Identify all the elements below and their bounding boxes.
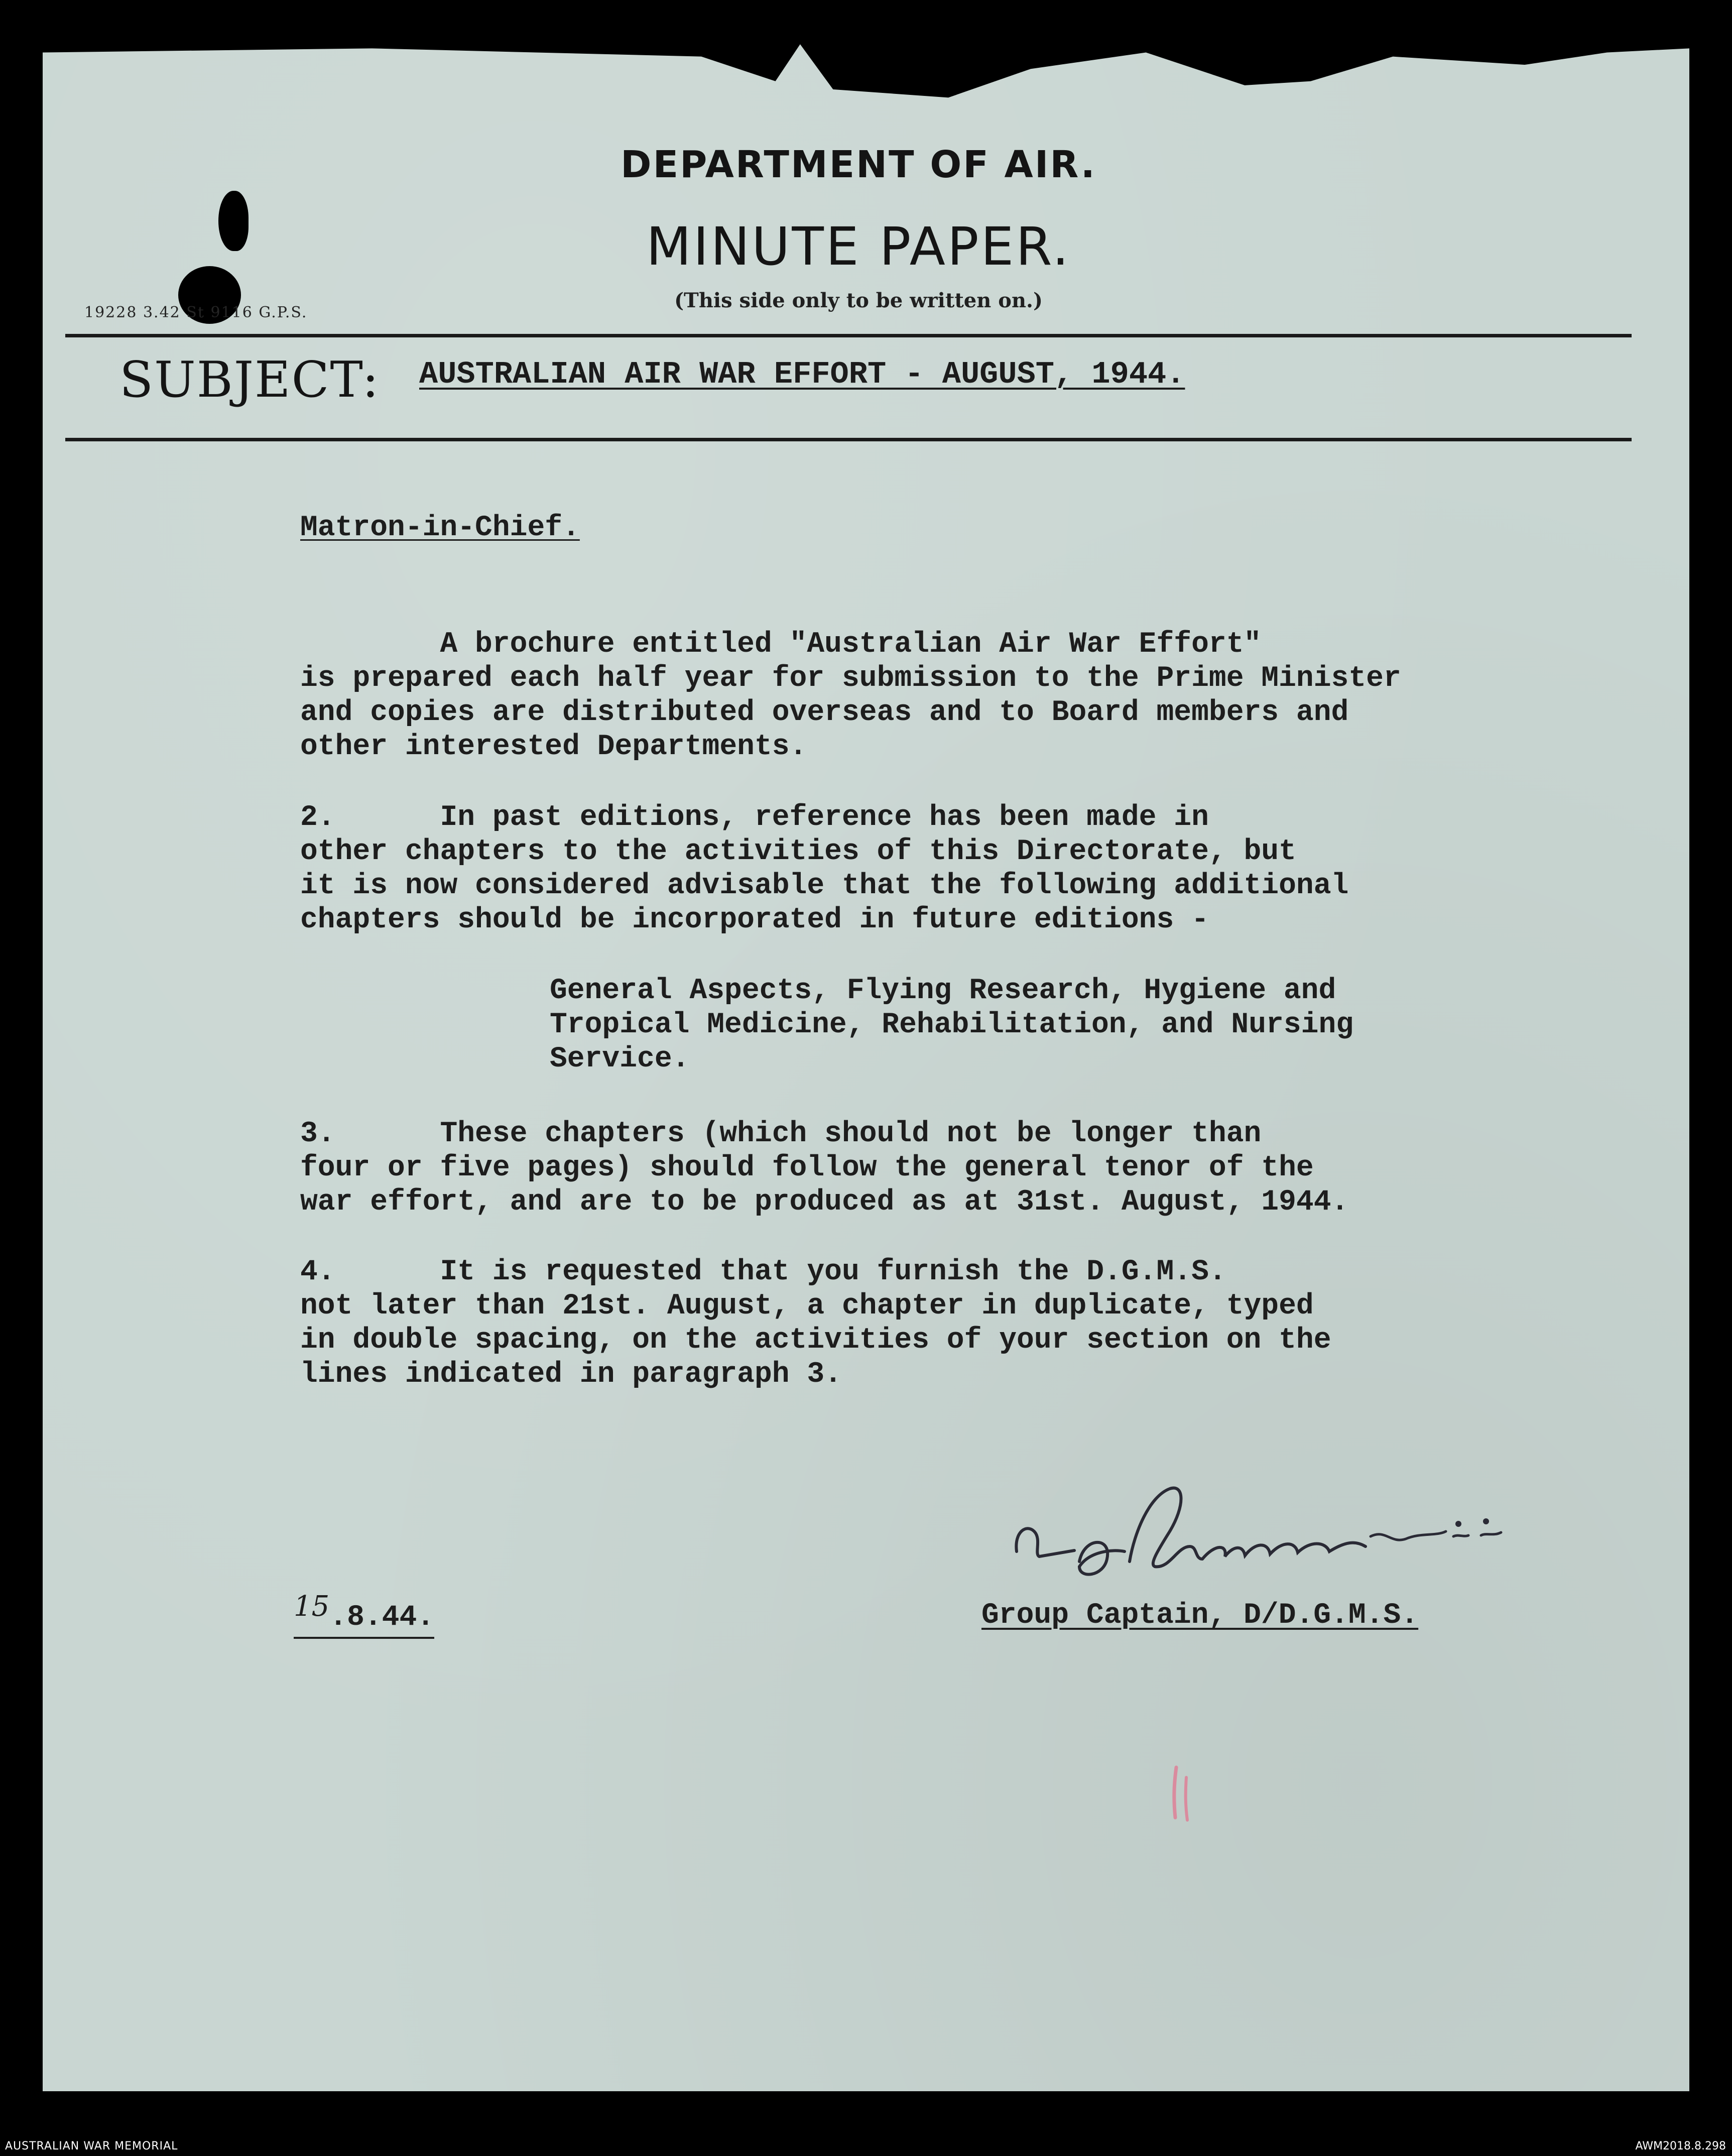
torn-punch-hole (218, 191, 249, 251)
subject-rule-top (65, 334, 1632, 337)
instruction-note: (This side only to be written on.) (674, 289, 1043, 312)
date-typed-month-year: .8.44. (329, 1601, 435, 1634)
paragraph-1: A brochure entitled "Australian Air War Effort" is prepared each half year for submission to the Prime Minister and copies are distributed overseas and to Board members and other interested Departments. (300, 628, 1401, 763)
signatory-title: Group Captain, D/D.G.M.S. (981, 1599, 1419, 1632)
form-code: 19228 3.42 St 9116 G.P.S. (84, 304, 308, 321)
memo-date (294, 1590, 435, 1639)
chapter-list: General Aspects, Flying Research, Hygiene and Tropical Medicine, Rehabilitation, and Nursing Service. (550, 975, 1354, 1075)
paragraph-2: 2. In past editions, reference has been made in other chapters to the activities of this Directorate, but it is now considered advisable that the following additional chapters should be incorporated in future editions - (300, 801, 1349, 936)
handwritten-signature (1004, 1476, 1531, 1597)
subject-label: SUBJECT: (119, 351, 380, 409)
department-heading: DEPARTMENT OF AIR. (621, 143, 1096, 186)
paragraph-4: 4. It is requested that you furnish the D.G.M.S. not later than 21st. August, a chapter in duplicate, typed in double spacing, on the activities of your section on the lines indicated in paragraph 3. (300, 1256, 1331, 1391)
paragraph-3: 3. These chapters (which should not be longer than four or five pages) should follow the general tenor of the war effort, and are to be produced as at 31st. August, 1944. (300, 1118, 1349, 1219)
date-handwritten-day: 15 (294, 1590, 330, 1623)
addressee: Matron-in-Chief. (300, 512, 580, 544)
subject-rule-bottom (65, 438, 1632, 441)
archive-reference-number: AWM2018.8.298 (1635, 2140, 1726, 2152)
red-ink-mark (1167, 1762, 1197, 1823)
subject-text: AUSTRALIAN AIR WAR EFFORT - AUGUST, 1944. (419, 356, 1185, 392)
document-title: MINUTE PAPER. (646, 216, 1071, 277)
archive-source-label: AUSTRALIAN WAR MEMORIAL (5, 2140, 178, 2152)
